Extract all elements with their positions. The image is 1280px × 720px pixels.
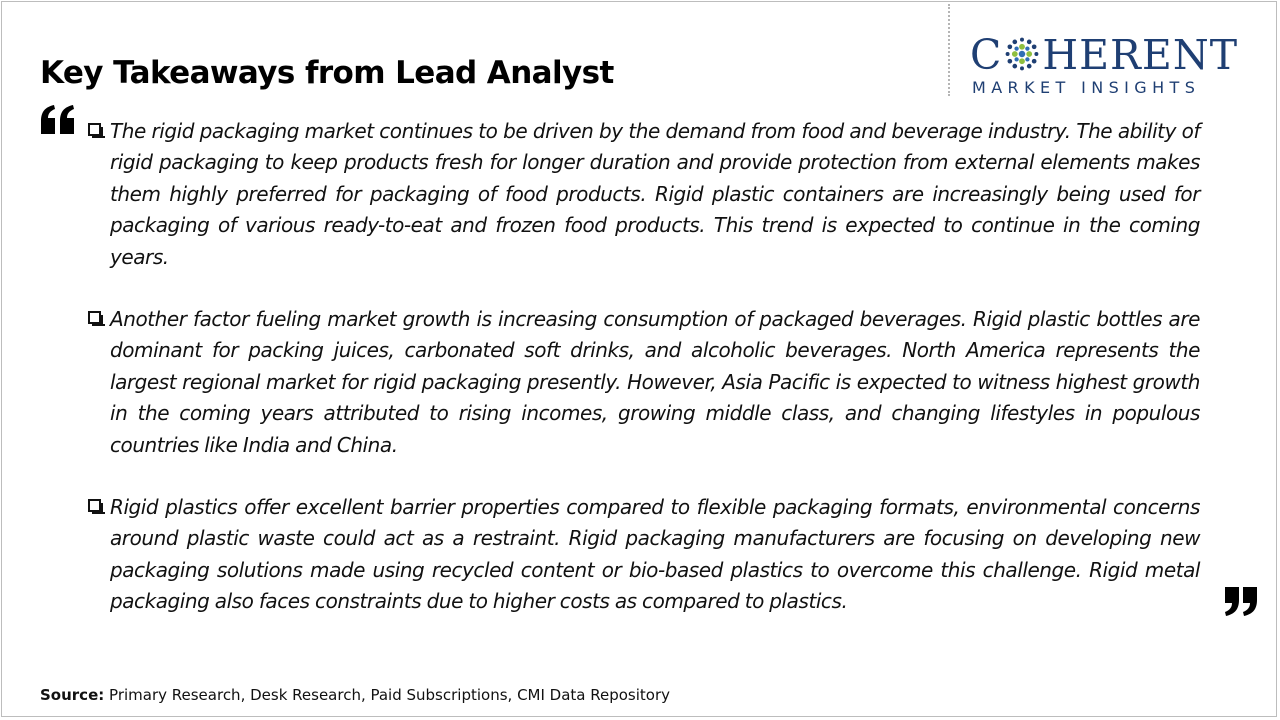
source-note <box>40 686 670 704</box>
logo-wordmark <box>970 30 1238 80</box>
list-item <box>86 116 1200 273</box>
takeaway-text: Another factor fueling market growth is increasing consumption of packaged beverages. Rigid plastic bottles are dominant for packing juices, carbonated soft drinks, and alcoholic beverages. North America represents the largest regional market for rigid packaging presently. However, Asia Pacific is expected to witness highest growth in the coming years attributed to rising incomes, growing middle class, and changing lifestyles in populous countries like India and China. <box>110 307 1200 457</box>
checkbox-bullet-icon <box>88 123 101 136</box>
list-item <box>86 492 1200 618</box>
company-logo <box>970 30 1260 100</box>
logo-dots-icon <box>1003 36 1041 72</box>
logo-subtitle: MARKET INSIGHTS <box>972 78 1201 97</box>
takeaways-list <box>86 116 1200 649</box>
logo-letters-herent: HERENT <box>1042 31 1239 79</box>
checkbox-bullet-icon <box>88 311 101 324</box>
logo-letter-c: C <box>970 31 1003 79</box>
source-label: Source: <box>40 686 105 704</box>
quote-close-icon <box>1222 585 1260 617</box>
list-item <box>86 304 1200 461</box>
page-title: Key Takeaways from Lead Analyst <box>40 54 614 91</box>
takeaway-text: Rigid plastics offer excellent barrier properties compared to flexible packaging formats, environmental concerns around plastic waste could act as a restraint. Rigid packaging manufacturers are focusing on developing new packaging solutions made using recycled content or bio-based plastics to overcome this challenge. Rigid metal packaging also faces constraints due to higher costs as compared to plastics. <box>110 495 1200 614</box>
logo-divider <box>948 4 950 96</box>
quote-open-icon <box>39 104 77 136</box>
checkbox-bullet-icon <box>88 499 101 512</box>
source-text: Primary Research, Desk Research, Paid Subscriptions, CMI Data Repository <box>109 686 671 704</box>
takeaway-text: The rigid packaging market continues to be driven by the demand from food and beverage industry. The ability of rigid packaging to keep products fresh for longer duration and provide protection from external elements makes them highly preferred for packaging of food products. Rigid plastic containers are increasingly being used for packaging of various ready-to-eat and frozen food products. This trend is expected to continue in the coming years. <box>110 119 1200 269</box>
